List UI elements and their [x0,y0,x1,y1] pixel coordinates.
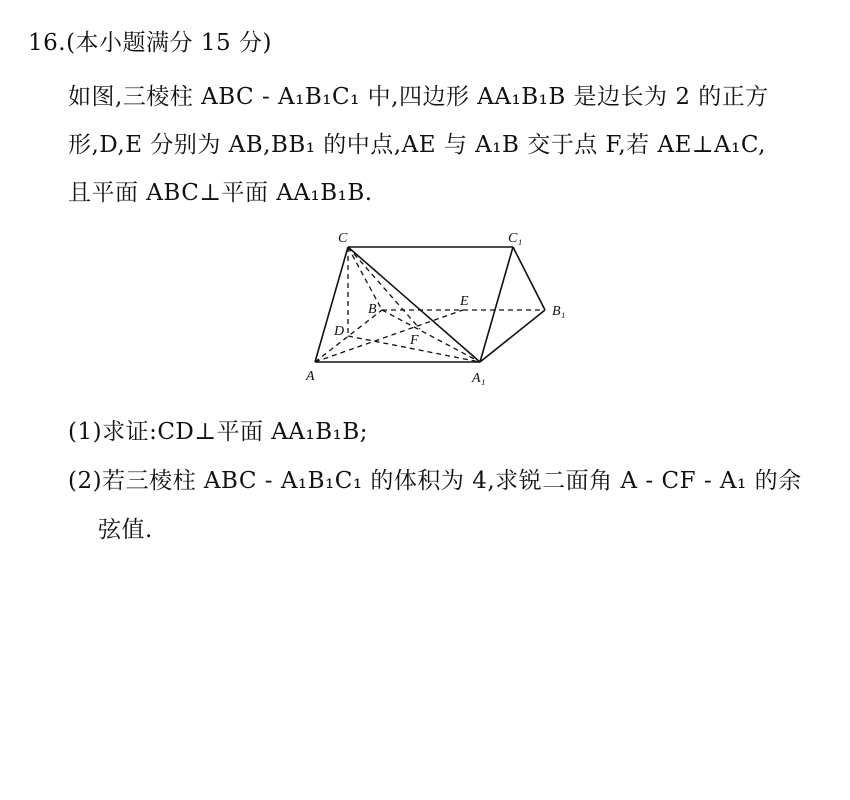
segment-C-F [348,247,420,329]
question-part-1: (1)求证:CD⊥平面 AA₁B₁B; [68,419,369,445]
label-F: F [410,333,419,348]
edge-C1-A1 [480,247,513,362]
problem-stem-line-3: 且平面 ABC⊥平面 AA₁B₁B. [68,180,373,206]
label-A1: A₁ [472,371,486,386]
label-A: A [306,369,315,384]
problem-stem-line-1: 如图,三棱柱 ABC - A₁B₁C₁ 中,四边形 AA₁B₁B 是边长为 2 的正方 [68,84,769,110]
problem-stem-line-2: 形,D,E 分别为 AB,BB₁ 的中点,AE 与 A₁B 交于点 F,若 AE⊥A₁C, [68,132,766,158]
edge-C-A [315,247,348,362]
problem-header: 16.(本小题满分 15 分) [28,30,272,56]
label-E: E [460,294,469,309]
label-C: C [338,231,348,246]
question-part-2-line-2: 弦值. [98,517,153,543]
label-B: B [368,302,377,317]
label-D: D [334,324,345,339]
edge-B1-A1 [480,310,545,362]
edge-C-B [348,247,382,310]
label-C1: C₁ [508,231,523,246]
prism-figure [300,222,580,392]
question-part-2-line-1: (2)若三棱柱 ABC - A₁B₁C₁ 的体积为 4,求锐二面角 A - CF - A₁ 的余 [68,468,802,494]
edge-C1-B1 [513,247,545,310]
segment-B-A1 [382,310,480,362]
label-B1: B₁ [552,304,566,319]
